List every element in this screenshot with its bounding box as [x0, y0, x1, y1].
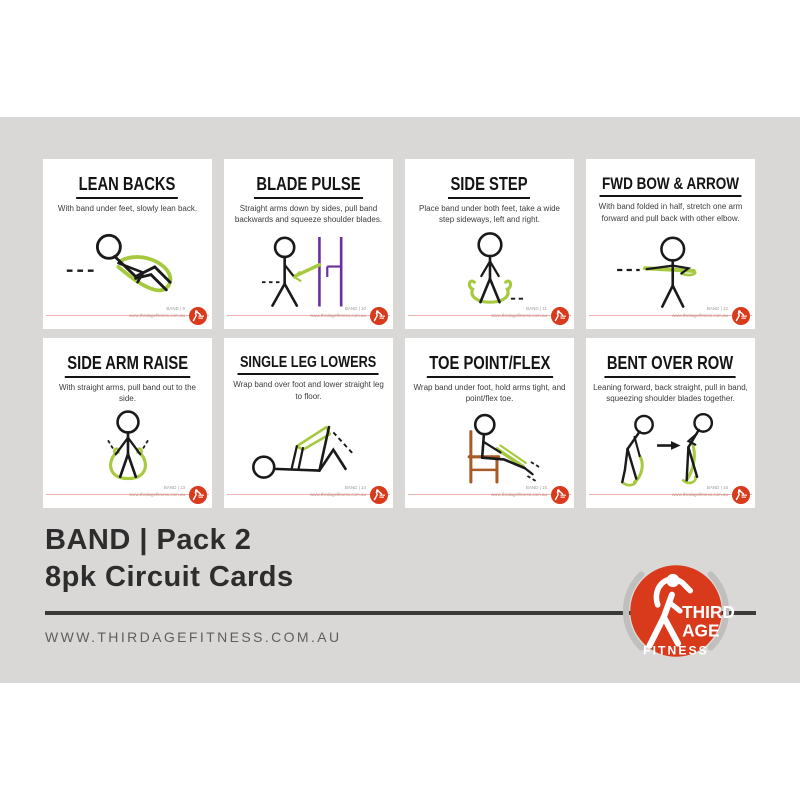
pack-title-line2: 8pk Circuit Cards: [45, 560, 294, 593]
card-side-arm-raise: [43, 338, 212, 508]
card-description: Wrap band under foot, hold arms tight, and point/flex toe.: [413, 382, 566, 404]
card-code: BAND | 13: [163, 484, 185, 490]
card-code: BAND | 11: [526, 305, 547, 311]
card-description: Wrap band over foot and lower straight leg to floor.: [233, 380, 384, 401]
logo-word-fitness: FITNESS: [643, 643, 709, 658]
card-footnote: [310, 484, 366, 498]
card-footnote: [491, 484, 547, 498]
card-title-text: TOE POINT/FLEX: [426, 354, 552, 378]
lean-backs-figure-icon: [43, 214, 212, 329]
card-lean-backs: [43, 159, 212, 329]
third-age-badge-icon: [732, 307, 750, 325]
third-age-badge-icon: [370, 307, 388, 325]
card-code: BAND | 14: [344, 484, 366, 490]
card-single-leg-lowers: [224, 338, 393, 508]
card-code: BAND | 16: [706, 484, 728, 490]
third-age-badge-icon: [551, 486, 569, 504]
card-title: [254, 175, 363, 199]
card-title: [77, 175, 179, 199]
card-description: With band under feet, slowly lean back.: [57, 203, 198, 213]
card-title: [448, 175, 530, 199]
logo-word-age: AGE: [682, 620, 720, 641]
card-fwd-bow-arrow: [586, 159, 755, 329]
card-code: BAND | 15: [525, 484, 547, 490]
card-title: [605, 354, 736, 378]
card-code-url: www.thirdagefitness.com.au: [671, 491, 728, 497]
card-title-text: LEAN BACKS: [77, 175, 179, 199]
third-age-badge-icon: [732, 486, 750, 504]
third-age-fitness-logo: [615, 550, 737, 672]
card-title-text: SIDE STEP: [448, 175, 530, 199]
card-title-text: FWD BOW & ARROW: [600, 175, 742, 197]
card-footnote: [491, 305, 547, 319]
pack-title: [45, 522, 294, 595]
pack-title-line1: BAND | Pack 2: [45, 524, 252, 556]
card-side-step: [405, 159, 574, 329]
card-footnote: [672, 484, 728, 498]
third-age-badge-icon: [189, 486, 207, 504]
third-age-badge-icon: [551, 307, 569, 325]
card-description: Place band under both feet, take a wide step sideways, left and right.: [419, 203, 560, 225]
card-footnote: [129, 484, 185, 498]
card-code-url: www.thirdagefitness.com.au: [128, 312, 185, 318]
card-title-text: SIDE ARM RAISE: [65, 354, 191, 378]
fwd-bow-arrow-figure-icon: [586, 224, 755, 329]
card-code: BAND | 12: [706, 305, 728, 311]
card-title: [600, 175, 742, 197]
card-description: With band folded in half, stretch one arm forward and pull back with other elbow.: [598, 202, 743, 223]
exercise-card-grid: [43, 159, 755, 508]
card-code-url: www.thirdagefitness.com.au: [128, 491, 185, 497]
card-description: Leaning forward, back straight, pull in band, squeezing shoulder blades together.: [593, 382, 748, 404]
card-footnote: [129, 305, 185, 319]
card-description: Straight arms down by sides, pull band backwards and squeeze shoulder blades.: [234, 203, 383, 225]
website-url: WWW.THIRDAGEFITNESS.COM.AU: [45, 629, 342, 645]
card-code: BAND | 10: [344, 305, 366, 311]
third-age-badge-icon: [370, 486, 388, 504]
card-title-text: BENT OVER ROW: [605, 354, 736, 378]
card-code-url: www.thirdagefitness.com.au: [309, 491, 366, 497]
card-code-url: www.thirdagefitness.com.au: [490, 312, 547, 318]
card-blade-pulse: [224, 159, 393, 329]
card-code-url: www.thirdagefitness.com.au: [671, 312, 728, 318]
card-title-text: BLADE PULSE: [254, 175, 363, 199]
logo-word-third: THIRD: [682, 602, 735, 623]
card-code: BAND | 9: [166, 305, 185, 311]
card-title: [426, 354, 552, 378]
card-footnote: [672, 305, 728, 319]
card-code-url: www.thirdagefitness.com.au: [490, 491, 547, 497]
single-leg-lowers-figure-icon: [224, 402, 393, 508]
card-footnote: [310, 305, 366, 319]
card-toe-point-flex: [405, 338, 574, 508]
card-title: [65, 354, 191, 378]
card-title-text: SINGLE LEG LOWERS: [238, 354, 379, 375]
third-age-badge-icon: [189, 307, 207, 325]
card-title: [238, 354, 379, 375]
card-bent-over-row: [586, 338, 755, 508]
card-code-url: www.thirdagefitness.com.au: [309, 312, 366, 318]
card-description: With straight arms, pull band out to the side.: [59, 382, 196, 404]
